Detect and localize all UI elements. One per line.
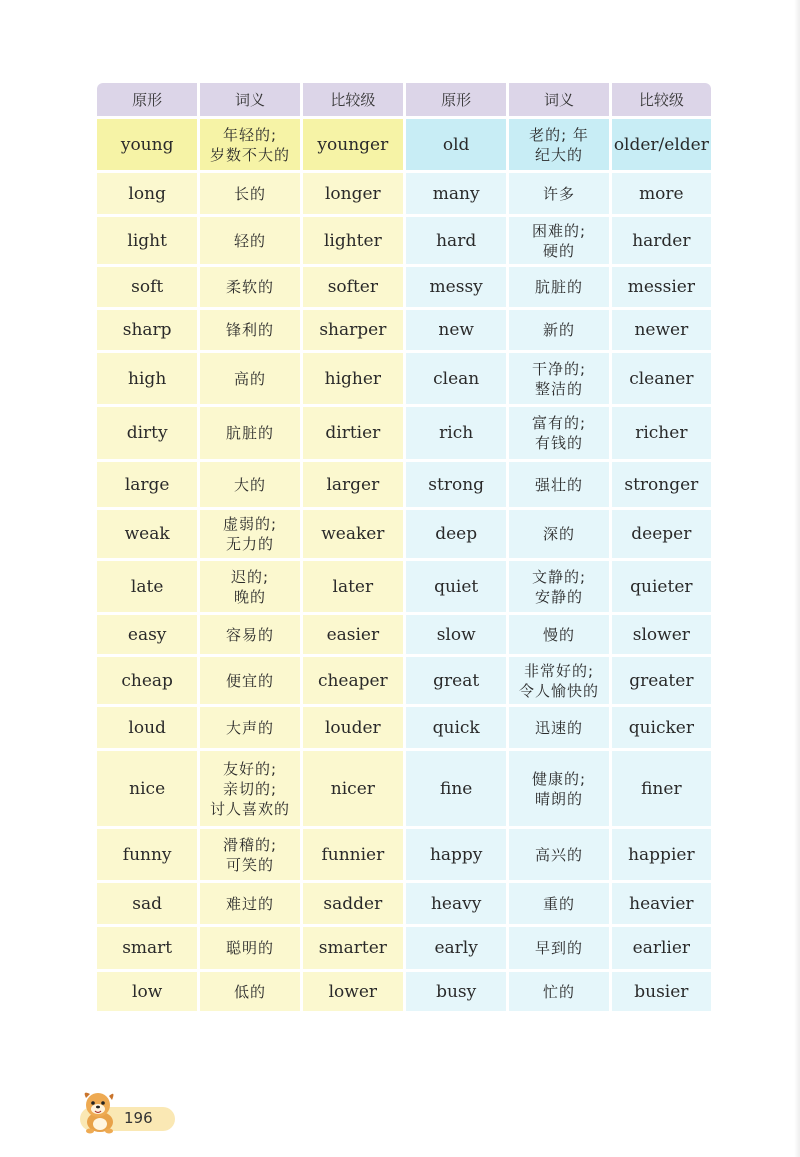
cell-meaning-left: 虚弱的; 无力的 [200, 510, 299, 558]
cell-base-form-right: deep [406, 510, 506, 558]
cell-meaning-left: 滑稽的; 可笑的 [200, 829, 299, 880]
cell-meaning-left: 大的 [200, 462, 299, 507]
cell-comparative-right: quieter [612, 561, 711, 612]
cell-comparative-left: longer [303, 173, 403, 214]
table-row [97, 883, 711, 927]
cell-base-form-right: hard [406, 217, 506, 264]
table-row [97, 615, 711, 657]
cell-meaning-left: 轻的 [200, 217, 299, 264]
cell-comparative-right: finer [612, 751, 711, 826]
table-body [97, 119, 711, 1014]
cell-comparative-left: funnier [303, 829, 403, 880]
cell-meaning-right: 困难的; 硬的 [509, 217, 608, 264]
cell-base-form-right: slow [406, 615, 506, 654]
table-row [97, 310, 711, 353]
cell-base-form-right: great [406, 657, 506, 704]
cell-comparative-left: cheaper [303, 657, 403, 704]
cell-meaning-right: 迅速的 [509, 707, 608, 748]
cell-meaning-right: 干净的; 整洁的 [509, 353, 608, 404]
cell-meaning-left: 友好的; 亲切的; 讨人喜欢的 [200, 751, 299, 826]
cell-meaning-left: 聪明的 [200, 927, 299, 969]
cell-comparative-right: quicker [612, 707, 711, 748]
cell-base-form-right: busy [406, 972, 506, 1011]
cell-base-form-right: quick [406, 707, 506, 748]
table-row [97, 217, 711, 267]
cell-base-form-right: rich [406, 407, 506, 459]
cell-comparative-left: dirtier [303, 407, 403, 459]
cell-meaning-right: 新的 [509, 310, 608, 350]
cell-meaning-right: 深的 [509, 510, 608, 558]
cell-meaning-right: 文静的; 安静的 [509, 561, 608, 612]
cell-base-form-left: soft [97, 267, 197, 307]
table-header [97, 83, 711, 119]
header-meaning-left: 词义 [200, 83, 299, 116]
cell-comparative-left: sadder [303, 883, 403, 924]
cell-meaning-right: 慢的 [509, 615, 608, 654]
cell-meaning-right: 肮脏的 [509, 267, 608, 307]
cell-base-form-right: clean [406, 353, 506, 404]
cell-meaning-right: 早到的 [509, 927, 608, 969]
cell-meaning-left: 容易的 [200, 615, 299, 654]
table-row [97, 972, 711, 1014]
cell-meaning-right: 忙的 [509, 972, 608, 1011]
cell-base-form-left: long [97, 173, 197, 214]
cell-comparative-left: softer [303, 267, 403, 307]
cell-base-form-left: loud [97, 707, 197, 748]
cell-comparative-left: smarter [303, 927, 403, 969]
cell-base-form-left: large [97, 462, 197, 507]
comparative-table [97, 83, 711, 1014]
cell-base-form-left: low [97, 972, 197, 1011]
cell-base-form-right: quiet [406, 561, 506, 612]
header-comparative-left: 比较级 [303, 83, 403, 116]
cell-base-form-left: young [97, 119, 197, 170]
cell-comparative-right: happier [612, 829, 711, 880]
cell-base-form-left: nice [97, 751, 197, 826]
table-row [97, 173, 711, 217]
cell-comparative-right: earlier [612, 927, 711, 969]
cell-comparative-right: busier [612, 972, 711, 1011]
cell-base-form-left: dirty [97, 407, 197, 459]
cell-comparative-right: newer [612, 310, 711, 350]
cell-meaning-left: 低的 [200, 972, 299, 1011]
cell-base-form-right: new [406, 310, 506, 350]
cell-meaning-right: 许多 [509, 173, 608, 214]
cell-comparative-left: weaker [303, 510, 403, 558]
table-row [97, 119, 711, 173]
cell-comparative-right: slower [612, 615, 711, 654]
cell-base-form-left: sad [97, 883, 197, 924]
cell-base-form-left: late [97, 561, 197, 612]
cell-meaning-right: 富有的; 有钱的 [509, 407, 608, 459]
table-row [97, 407, 711, 462]
cell-comparative-left: sharper [303, 310, 403, 350]
cell-base-form-left: sharp [97, 310, 197, 350]
cell-base-form-right: heavy [406, 883, 506, 924]
cell-meaning-left: 高的 [200, 353, 299, 404]
cell-comparative-right: greater [612, 657, 711, 704]
cell-meaning-left: 年轻的; 岁数不大的 [200, 119, 299, 170]
table-row [97, 353, 711, 407]
cell-comparative-right: older/elder [612, 119, 711, 170]
cell-comparative-right: heavier [612, 883, 711, 924]
cell-comparative-right: messier [612, 267, 711, 307]
cell-comparative-right: harder [612, 217, 711, 264]
cell-base-form-left: funny [97, 829, 197, 880]
cell-meaning-left: 柔软的 [200, 267, 299, 307]
cell-comparative-right: deeper [612, 510, 711, 558]
cell-base-form-right: happy [406, 829, 506, 880]
cell-comparative-right: stronger [612, 462, 711, 507]
cell-base-form-left: light [97, 217, 197, 264]
header-base-form-left: 原形 [97, 83, 197, 116]
table-row [97, 707, 711, 751]
cell-base-form-right: messy [406, 267, 506, 307]
cell-base-form-right: early [406, 927, 506, 969]
cell-base-form-right: fine [406, 751, 506, 826]
puppy-mascot-icon [76, 1088, 124, 1134]
page-number: 196 [124, 1109, 153, 1127]
cell-comparative-right: cleaner [612, 353, 711, 404]
cell-comparative-right: richer [612, 407, 711, 459]
cell-base-form-left: cheap [97, 657, 197, 704]
header-base-form-right: 原形 [406, 83, 506, 116]
cell-comparative-left: louder [303, 707, 403, 748]
cell-comparative-left: later [303, 561, 403, 612]
cell-meaning-left: 迟的; 晚的 [200, 561, 299, 612]
cell-meaning-right: 高兴的 [509, 829, 608, 880]
cell-comparative-left: younger [303, 119, 403, 170]
cell-meaning-left: 便宜的 [200, 657, 299, 704]
cell-comparative-left: lighter [303, 217, 403, 264]
cell-meaning-right: 健康的; 晴朗的 [509, 751, 608, 826]
cell-base-form-left: weak [97, 510, 197, 558]
cell-meaning-left: 大声的 [200, 707, 299, 748]
cell-base-form-right: strong [406, 462, 506, 507]
cell-comparative-left: higher [303, 353, 403, 404]
cell-meaning-right: 非常好的; 令人愉快的 [509, 657, 608, 704]
cell-comparative-right: more [612, 173, 711, 214]
cell-base-form-left: easy [97, 615, 197, 654]
cell-comparative-left: lower [303, 972, 403, 1011]
cell-meaning-left: 难过的 [200, 883, 299, 924]
cell-meaning-left: 长的 [200, 173, 299, 214]
table-row [97, 510, 711, 561]
table-row [97, 751, 711, 829]
cell-base-form-left: smart [97, 927, 197, 969]
cell-comparative-left: nicer [303, 751, 403, 826]
cell-comparative-left: easier [303, 615, 403, 654]
cell-meaning-right: 强壮的 [509, 462, 608, 507]
cell-comparative-left: larger [303, 462, 403, 507]
table-row [97, 829, 711, 883]
table-row [97, 462, 711, 510]
page-edge [794, 0, 800, 1157]
header-meaning-right: 词义 [509, 83, 608, 116]
table-row [97, 267, 711, 310]
table-row [97, 657, 711, 707]
header-comparative-right: 比较级 [612, 83, 711, 116]
cell-meaning-left: 肮脏的 [200, 407, 299, 459]
cell-base-form-right: many [406, 173, 506, 214]
table-row [97, 927, 711, 972]
table-row [97, 561, 711, 615]
cell-base-form-left: high [97, 353, 197, 404]
cell-meaning-right: 重的 [509, 883, 608, 924]
cell-meaning-left: 锋利的 [200, 310, 299, 350]
cell-base-form-right: old [406, 119, 506, 170]
cell-meaning-right: 老的; 年 纪大的 [509, 119, 608, 170]
